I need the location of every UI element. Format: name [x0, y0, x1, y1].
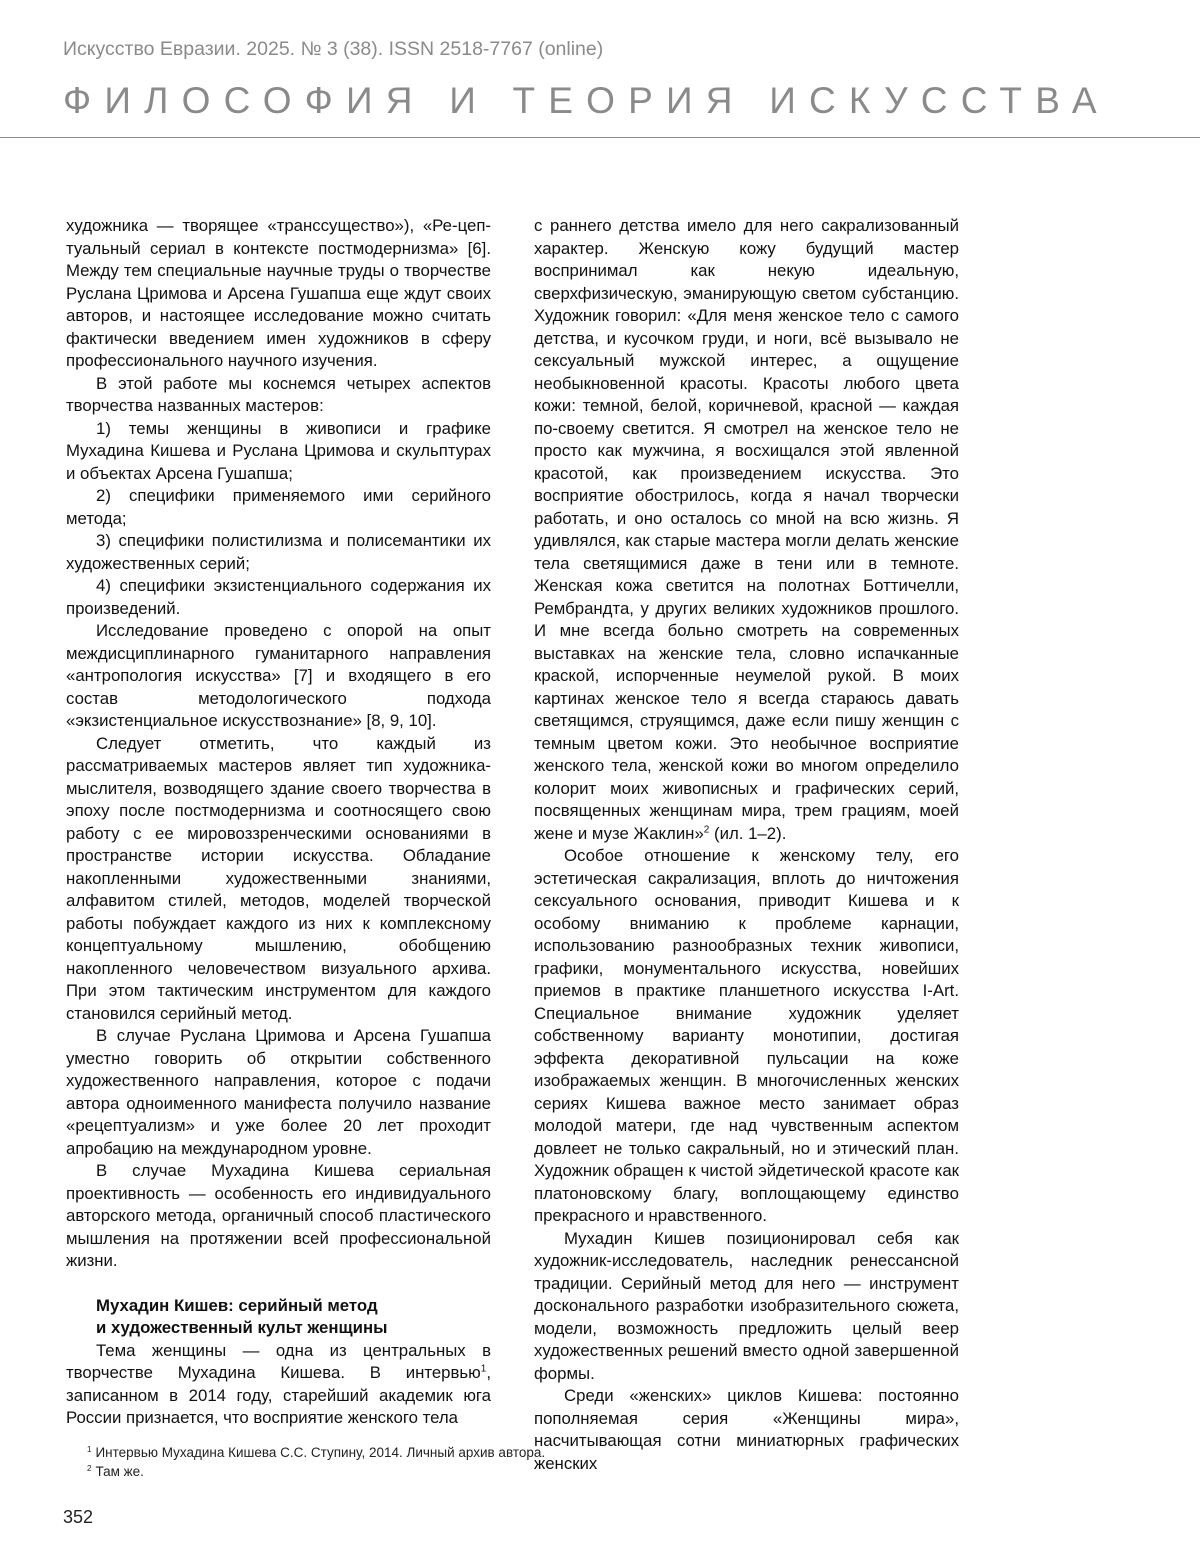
paragraph: Среди «женских» циклов Кишева: постоянно пополняемая серия «Женщины мира», насчитывающая сотни миниатюрных графических женских: [534, 1386, 959, 1473]
list-item: 4) специфики экзистенциального содержания их произведений.: [66, 576, 491, 618]
paragraph-text: (ил. 1–2).: [709, 823, 787, 843]
paragraph: В случае Руслана Цримова и Арсена Гушапша уместно говорить об открытии собственного художественного направления, которое с подачи автора одноименного манифеста получило название «рецептуализм» и уже более 20 лет проходит апробацию на международном уровне.: [66, 1026, 491, 1158]
footnote: [87, 1443, 545, 1462]
paragraph: [534, 215, 959, 845]
footnote: [87, 1462, 545, 1481]
paragraph-text: , записанном в 2014 году, старейший академик юга России признается, что восприятие женского тела: [66, 1363, 491, 1427]
paragraph: В случае Мухадина Кишева сериальная проективность — особенность его индивидуального авторского метода, органичный способ пластического мышления на протяжении всей профессиональной жизни.: [66, 1161, 491, 1270]
paragraph: Особое отношение к женскому телу, его эстетическая сакрализация, вплоть до ничтожения сексуального основания, приводит Кишева и к особому вниманию к проблеме карнации, использованию разнообразных техник живописи, графики, монументального искусства, новейших приемов в практике планшетного искусства I-Art. Специальное внимание художник уделяет собственному варианту монотипии, достигая эффекта декоративной пульсации на коже изображаемых женщин. В многочисленных женских сериях Кишева важное место занимает образ молодой матери, где над чувственным аспектом довлеет не только сакральный, но и этический план. Художник обращен к чистой эйдетической красоте как платоновскому благу, воплощающему единство прекрасного и нравственного.: [534, 846, 959, 1225]
footnote-ref[interactable]: 2: [703, 823, 710, 835]
footnotes: [87, 1443, 545, 1481]
list-item: 3) специфики полистилизма и полисемантики их художественных серий;: [66, 531, 491, 573]
section-title: ФИЛОСОФИЯ И ТЕОРИЯ ИСКУССТВА: [63, 80, 1110, 121]
list-item: 1) темы женщины в живописи и графике Мухадина Кишева и Руслана Цримова и скульптурах и объектах Арсена Гушапша;: [66, 418, 491, 483]
paragraph-text: с раннего детства имело для него сакрализованный характер. Женскую кожу будущий мастер воспринимал как некую идеальную, сверхфизическую, эманирующую светом субстанцию. Художник говорил: «Для меня женское тело с самого детства, и кусочком груди, и ноги, всё вызывало не сексуальный мужской интерес, а ощущение необыкновенной красоты. Красоты любого цвета кожи: темной, белой, коричневой, красной — каждая по-своему светится. Я смотрел на женское тело не просто как мужчина, я восхищался этой явленной красотой, как произведением искусства. Это восприятие обострилось, когда я начал творчески работать, и оно осталось со мной на всю жизнь. Я удивлялся, как старые мастера могли делать женские тела светящимися даже в тени или в темноте. Женская кожа светится на полотнах Боттичелли, Рембрандта, у других великих художников прошлого. И мне всегда больно смотреть на современных выставках на женские тела, словно испачканные краской, испорченные неумелой рукой. В моих картинах женское тело я всегда стараюсь давать светящимся, струящимся, даже если пишу женщин с темным цветом кожи. Это необычное восприятие женского тела, женской кожи во многом определило колорит моих живописных и графических серий, посвященных женщинам мира, трем грациям, моей жене и музе Жаклин»: [534, 216, 959, 843]
footnote-number: 1: [87, 1444, 92, 1454]
footnote-number: 2: [87, 1463, 92, 1473]
list-item: 2) специфики применяемого ими серийного метода;: [66, 486, 491, 528]
paragraph: [66, 1340, 491, 1430]
section-subheading: [66, 1295, 491, 1340]
paragraph: Исследование проведено с опорой на опыт междисциплинарного гуманитарного направления «антропология искусства» [7] и входящего в его состав методологического подхода «экзистенциальное искусствознание» [8, 9, 10].: [66, 621, 491, 730]
header-rule: [0, 137, 1200, 138]
footnote-text: Там же.: [95, 1464, 144, 1479]
subheading-line: Мухадин Кишев: серийный метод: [96, 1295, 378, 1315]
footnote-ref[interactable]: 1: [480, 1363, 487, 1375]
footnote-text: Интервью Мухадина Кишева С.С. Ступину, 2014. Личный архив автора.: [95, 1445, 546, 1460]
running-head: Искусство Евразии. 2025. № 3 (38). ISSN 2518-7767 (online): [63, 38, 604, 60]
paragraph: Мухадин Кишев позиционировал себя как художник-исследователь, наследник ренессансной традиции. Серийный метод для него — инструмент досконального разработки изобразительного сюжета, модели, возможность предложить целый веер художественных решений вместо одной завершенной формы.: [534, 1228, 959, 1383]
paragraph: В этой работе мы коснемся четырех аспектов творчества названных мастеров:: [66, 373, 491, 415]
paragraph: художника — творящее «транссущество»), «Ре-цеп-туальный сериал в контексте постмодернизма» [6]. Между тем специальные научные труды о творчестве Руслана Цримова и Арсена Гушапша еще ждут своих авторов, и настоящее исследование можно считать фактически введением имен художников в сферу профессионального научного изучения.: [66, 216, 491, 370]
paragraph-text: Тема женщины — одна из центральных в творчестве Мухадина Кишева. В интервью: [66, 1340, 491, 1382]
paragraph: Следует отметить, что каждый из рассматриваемых мастеров являет тип художника-мыслителя, возводящего здание своего творчества в эпоху после постмодернизма и соотносящего свою работу с ее мировоззренческими основаниями в пространстве истории искусства. Обладание накопленными художественными знаниями, алфавитом стилей, методов, моделей творческой работы побуждает каждого из них к комплексному концептуальному мышлению, обобщению накопленного человечеством визуального архива. При этом тактическим инструментом для каждого становился серийный метод.: [66, 733, 491, 1023]
page-number: 352: [63, 1507, 94, 1527]
left-column: [66, 215, 491, 1430]
subheading-line: и художественный культ женщины: [96, 1318, 388, 1337]
right-column: [534, 215, 959, 1475]
